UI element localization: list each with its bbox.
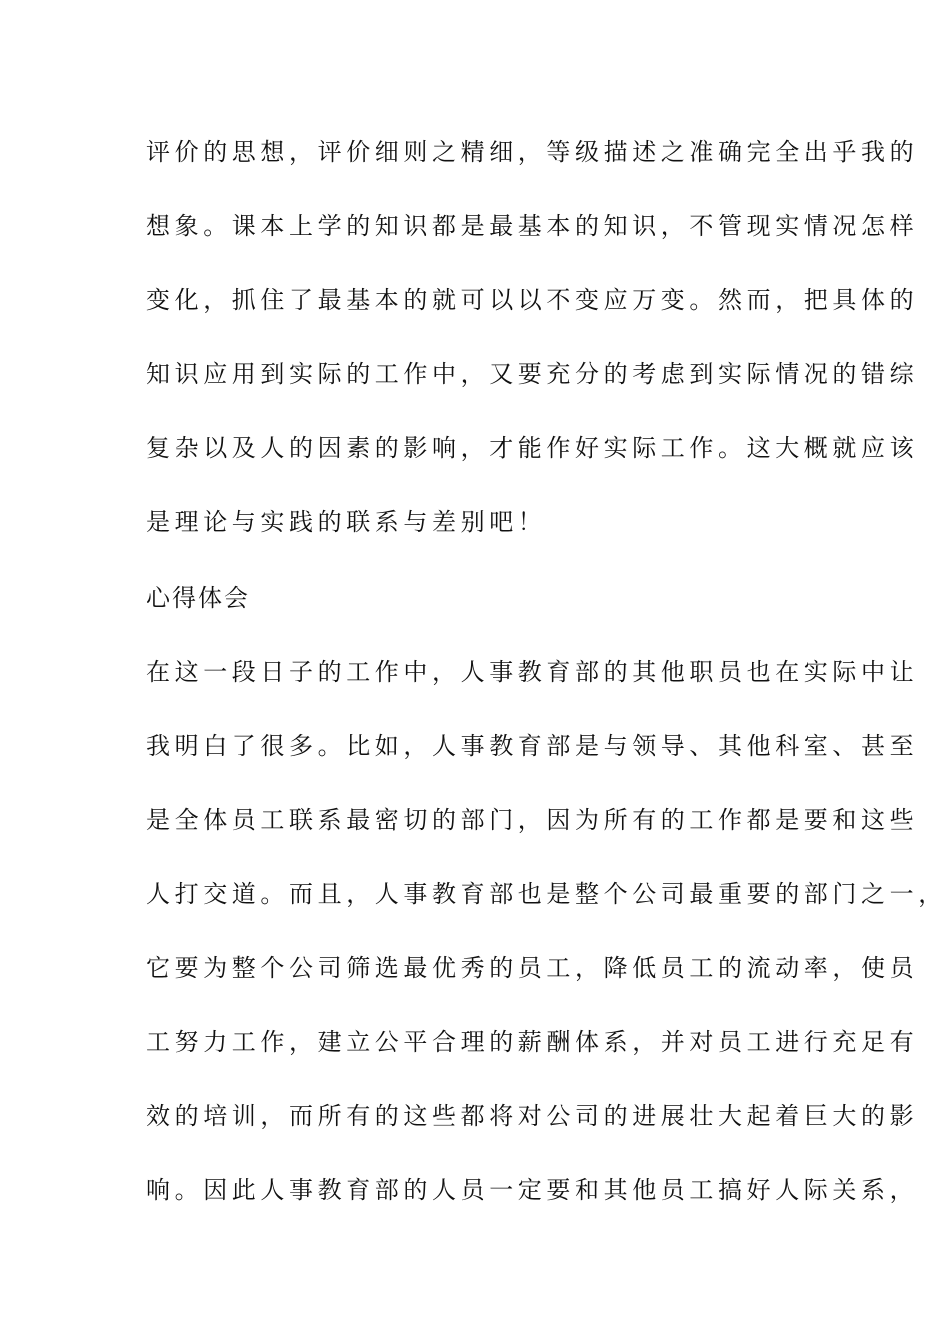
paragraph-line: 效的培训，而所有的这些都将对公司的进展壮大起着巨大的影 [146,1102,919,1130]
paragraph-line: 评价的思想，评价细则之精细，等级描述之准确完全出乎我的 [146,138,919,166]
paragraph-line: 在这一段日子的工作中，人事教育部的其他职员也在实际中让 [146,658,919,686]
paragraph-line: 工努力工作，建立公平合理的薪酬体系，并对员工进行充足有 [146,1028,919,1056]
paragraph-line: 是全体员工联系最密切的部门，因为所有的工作都是要和这些 [146,806,919,834]
paragraph-line: 复杂以及人的因素的影响，才能作好实际工作。这大概就应该 [146,434,919,462]
paragraph-line: 是理论与实践的联系与差别吧！ [146,508,547,536]
paragraph-line: 人打交道。而且，人事教育部也是整个公司最重要的部门之一， [146,880,947,908]
paragraph-line: 我明白了很多。比如，人事教育部是与领导、其他科室、甚至 [146,732,919,760]
paragraph-line: 想象。课本上学的知识都是最基本的知识，不管现实情况怎样 [146,212,919,240]
paragraph-line: 响。因此人事教育部的人员一定要和其他员工搞好人际关系， [146,1176,919,1204]
paragraph-line: 变化，抓住了最基本的就可以以不变应万变。然而，把具体的 [146,286,919,314]
paragraph-line: 它要为整个公司筛选最优秀的员工，降低员工的流动率，使员 [146,954,919,982]
section-heading: 心得体会 [146,584,250,612]
paragraph-line: 知识应用到实际的工作中，又要充分的考虑到实际情况的错综 [146,360,919,388]
